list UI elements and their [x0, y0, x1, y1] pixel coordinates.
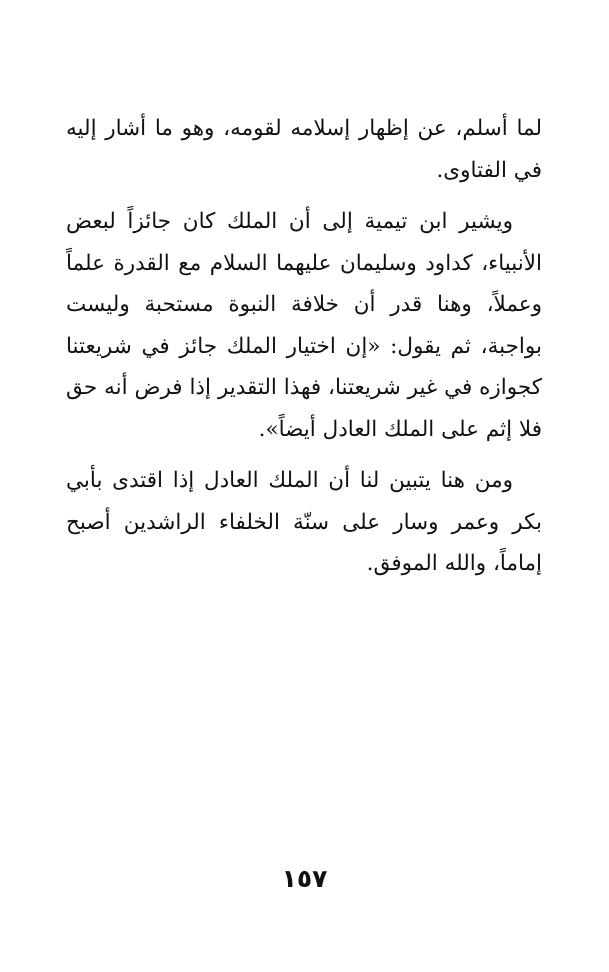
paragraph-conclusion: ومن هنا يتبين لنا أن الملك العادل إذا اقتدى بأبي بكر وعمر وسار على سنّة الخلفاء الراشدين أصبح إماماً، والله الموفق. [66, 468, 542, 576]
paragraph-ibn-taymiyya: ويشير ابن تيمية إلى أن الملك كان جائزاً لبعض الأنبياء، كداود وسليمان عليهما السلام مع القدرة علماً وعملاً، وهنا قدر أن خلافة النبوة مستحبة وليست بواجبة، ثم يقول: «إن اختيار الملك جائز في شريعتنا كجوازه في غير شريعتنا، فهذا التقدير إذا فرض أنه حق فلا إثم على الملك العادل أيضاً». [66, 209, 542, 442]
paragraph-continuation: لما أسلم، عن إظهار إسلامه لقومه، وهو ما أشار إليه في الفتاوى. [66, 116, 542, 183]
page-number: ١٥٧ [281, 864, 328, 893]
body-text [66, 108, 542, 595]
